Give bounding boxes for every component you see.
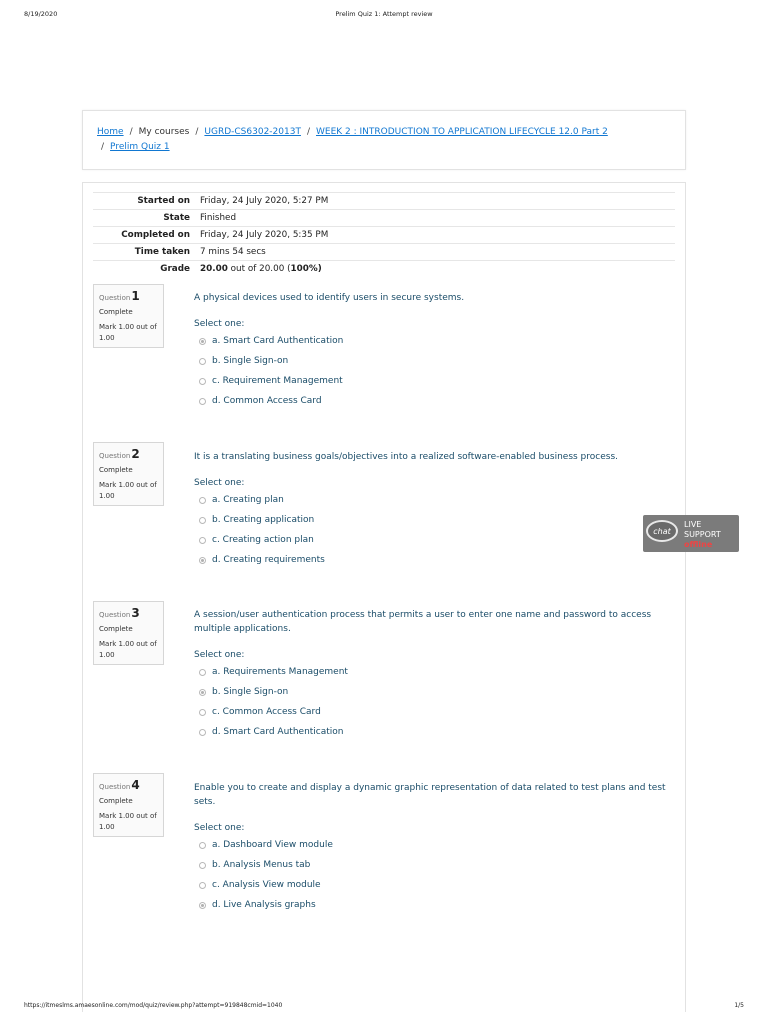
live-support-chat-widget[interactable]: [643, 515, 739, 552]
question-word: Question: [99, 783, 131, 791]
print-title: Prelim Quiz 1: Attempt review: [335, 10, 433, 18]
select-one-label: Select one:: [194, 319, 245, 329]
answer-label: d. Live Analysis graphs: [212, 900, 316, 910]
question-info: [93, 284, 164, 348]
grade-value: 20.00: [200, 264, 228, 274]
summary-label: Time taken: [134, 247, 190, 257]
answer-label: c. Common Access Card: [212, 707, 321, 717]
question-info: [93, 601, 164, 665]
answer-option[interactable]: [194, 895, 670, 915]
radio-icon[interactable]: [199, 669, 206, 676]
radio-checked-icon[interactable]: [199, 557, 206, 564]
radio-icon[interactable]: [199, 882, 206, 889]
answer-label: c. Requirement Management: [212, 376, 343, 386]
question-state: Complete: [99, 797, 133, 805]
radio-checked-icon[interactable]: [199, 338, 206, 345]
answer-option[interactable]: [194, 722, 670, 742]
question-info: [93, 773, 164, 837]
chat-status: [684, 520, 721, 550]
print-date: 8/19/2020: [24, 10, 58, 18]
radio-icon[interactable]: [199, 709, 206, 716]
answer-option[interactable]: [194, 510, 670, 530]
question-mark: Mark 1.00 out of 1.00: [99, 323, 157, 342]
answer-label: b. Analysis Menus tab: [212, 860, 311, 870]
answer-option[interactable]: [194, 490, 670, 510]
print-footer: [24, 1002, 744, 1014]
answer-label: c. Creating action plan: [212, 535, 314, 545]
answer-option[interactable]: [194, 855, 670, 875]
radio-checked-icon[interactable]: [199, 689, 206, 696]
summary-row-grade: [93, 261, 675, 277]
question-word: Question: [99, 452, 131, 460]
summary-value: Friday, 24 July 2020, 5:27 PM: [200, 196, 329, 206]
answer-option[interactable]: [194, 331, 670, 351]
print-url: https://itmeslms.amaesonline.com/mod/quiz/review.php?attempt=919848cmid=1040: [24, 1002, 283, 1009]
summary-label: State: [163, 213, 190, 223]
answer-label: c. Analysis View module: [212, 880, 321, 890]
question-state: Complete: [99, 466, 133, 474]
summary-row-completed: [93, 227, 675, 244]
question-number: 3: [131, 606, 140, 620]
radio-checked-icon[interactable]: [199, 902, 206, 909]
question-content: [194, 781, 670, 915]
question-state: Complete: [99, 308, 133, 316]
radio-icon[interactable]: [199, 842, 206, 849]
chat-support-label: SUPPORT: [684, 530, 721, 539]
breadcrumb-separator: /: [129, 127, 133, 137]
answer-label: a. Creating plan: [212, 495, 284, 505]
question-mark: Mark 1.00 out of 1.00: [99, 481, 157, 500]
radio-icon[interactable]: [199, 729, 206, 736]
question-text: Enable you to create and display a dynamic graphic representation of data related to test plans and test sets.: [194, 783, 666, 807]
grade-percent: 100%: [290, 264, 318, 274]
breadcrumb: [82, 110, 686, 170]
summary-row-time: [93, 244, 675, 261]
radio-icon[interactable]: [199, 517, 206, 524]
radio-icon[interactable]: [199, 398, 206, 405]
breadcrumb-my-courses: My courses: [138, 127, 190, 137]
summary-label: Completed on: [121, 230, 190, 240]
breadcrumb-course-link[interactable]: UGRD-CS6302-2013T: [204, 127, 301, 137]
answer-option[interactable]: [194, 702, 670, 722]
answer-option[interactable]: [194, 550, 670, 570]
breadcrumb-separator: /: [101, 142, 105, 152]
question-number: 1: [131, 289, 140, 303]
answer-label: d. Common Access Card: [212, 396, 322, 406]
chat-live-label: LIVE: [684, 520, 702, 529]
grade-rest: out of 20.00 (: [227, 264, 291, 274]
answer-option[interactable]: [194, 371, 670, 391]
answer-label: a. Dashboard View module: [212, 840, 333, 850]
question-word: Question: [99, 294, 131, 302]
select-one-label: Select one:: [194, 823, 245, 833]
summary-value: 7 mins 54 secs: [200, 247, 266, 257]
grade-close: ): [317, 264, 322, 274]
radio-icon[interactable]: [199, 862, 206, 869]
summary-value: Friday, 24 July 2020, 5:35 PM: [200, 230, 329, 240]
question-info: [93, 442, 164, 506]
select-one-label: Select one:: [194, 650, 245, 660]
question-state: Complete: [99, 625, 133, 633]
summary-row-state: [93, 210, 675, 227]
answer-label: b. Creating application: [212, 515, 315, 525]
answer-label: d. Smart Card Authentication: [212, 727, 344, 737]
question-number: 2: [131, 447, 140, 461]
question-content: [194, 608, 670, 742]
select-one-label: Select one:: [194, 478, 245, 488]
summary-value: Finished: [200, 213, 237, 223]
question-word: Question: [99, 611, 131, 619]
breadcrumb-week-link[interactable]: WEEK 2 : INTRODUCTION TO APPLICATION LIFECYCLE 12.0 Part 2: [316, 127, 608, 137]
question-text: A physical devices used to identify users in secure systems.: [194, 293, 465, 303]
breadcrumb-separator: /: [195, 127, 199, 137]
answer-option[interactable]: [194, 662, 670, 682]
print-page-number: 1/5: [734, 1002, 744, 1009]
answer-option[interactable]: [194, 391, 670, 411]
question-number: 4: [131, 778, 140, 792]
answer-label: a. Smart Card Authentication: [212, 336, 344, 346]
chat-bubble-icon: chat: [646, 520, 678, 542]
question-mark: Mark 1.00 out of 1.00: [99, 812, 157, 831]
breadcrumb-home-link[interactable]: Home: [97, 127, 124, 137]
answer-option[interactable]: [194, 875, 670, 895]
answer-label: b. Single Sign-on: [212, 687, 289, 697]
breadcrumb-quiz-link[interactable]: Prelim Quiz 1: [110, 142, 170, 152]
radio-icon[interactable]: [199, 497, 206, 504]
summary-label: Started on: [137, 196, 190, 206]
attempt-summary-table: [93, 192, 675, 277]
radio-icon[interactable]: [199, 358, 206, 365]
question-content: [194, 291, 670, 411]
answer-option[interactable]: [194, 530, 670, 550]
chat-offline-label: offline: [684, 540, 713, 549]
answer-option[interactable]: [194, 835, 670, 855]
answer-label: d. Creating requirements: [212, 555, 325, 565]
summary-label: Grade: [160, 264, 190, 274]
answer-label: b. Single Sign-on: [212, 356, 289, 366]
print-header: [24, 10, 744, 22]
breadcrumb-separator: /: [306, 127, 310, 137]
summary-value: [190, 264, 322, 274]
summary-row-started: [93, 193, 675, 210]
radio-icon[interactable]: [199, 378, 206, 385]
question-text: It is a translating business goals/objectives into a realized software-enabled business process.: [194, 452, 618, 462]
question-mark: Mark 1.00 out of 1.00: [99, 640, 157, 659]
answer-option[interactable]: [194, 682, 670, 702]
question-text: A session/user authentication process that permits a user to enter one name and password to access multiple applications.: [194, 610, 652, 634]
question-content: [194, 450, 670, 570]
radio-icon[interactable]: [199, 537, 206, 544]
answer-label: a. Requirements Management: [212, 667, 348, 677]
answer-option[interactable]: [194, 351, 670, 371]
